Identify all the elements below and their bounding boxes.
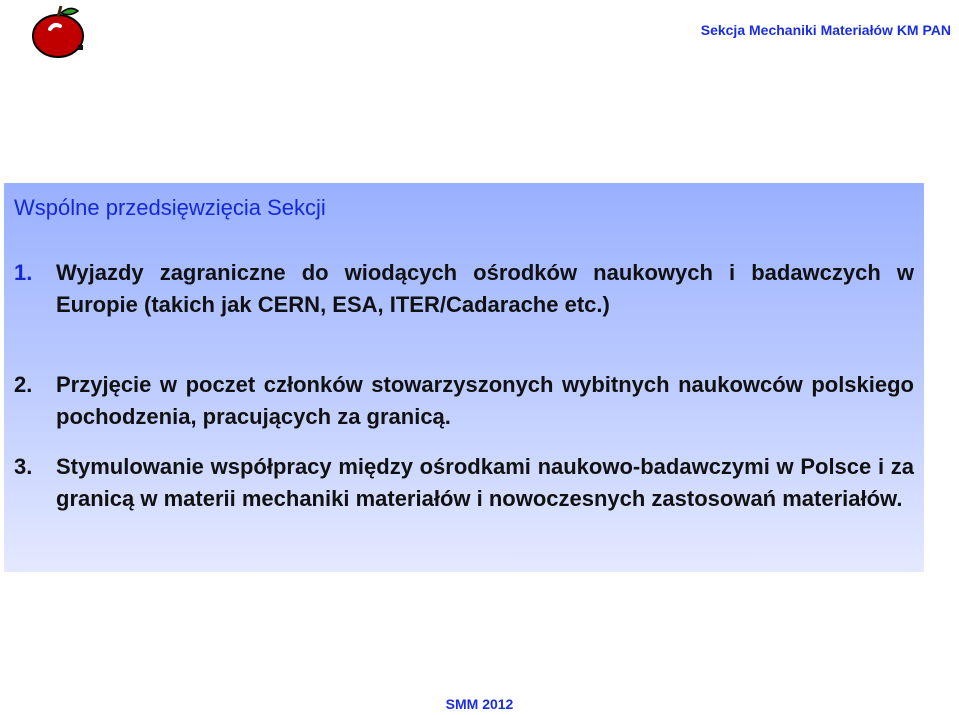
item-number: 1. — [14, 260, 33, 285]
header-title: Sekcja Mechaniki Materiałów KM PAN — [700, 22, 951, 38]
item-number: 2. — [14, 372, 33, 397]
apple-icon — [28, 3, 86, 59]
item-text: Przyjęcie w poczet członków stowarzyszonych wybitnych naukowców polskiego pochodzenia, pracujących za granicą. — [56, 372, 914, 429]
content-panel — [4, 183, 924, 572]
panel-title: Wspólne przedsięwzięcia Sekcji — [14, 195, 326, 220]
item-text: Wyjazdy zagraniczne do wiodących ośrodków naukowych i badawczych w Europie (takich jak CERN, ESA, ITER/Cadarache etc.) — [56, 260, 914, 317]
footer-text: SMM 2012 — [445, 696, 514, 712]
list-item — [14, 369, 914, 433]
item-number: 3. — [14, 454, 33, 479]
list-item — [14, 257, 914, 321]
item-text: Stymulowanie współpracy między ośrodkami naukowo-badawczymi w Polsce i za granicą w materii mechaniki materiałów i nowoczesnych zastosowań materiałów. — [56, 454, 914, 511]
list-item — [14, 451, 914, 515]
